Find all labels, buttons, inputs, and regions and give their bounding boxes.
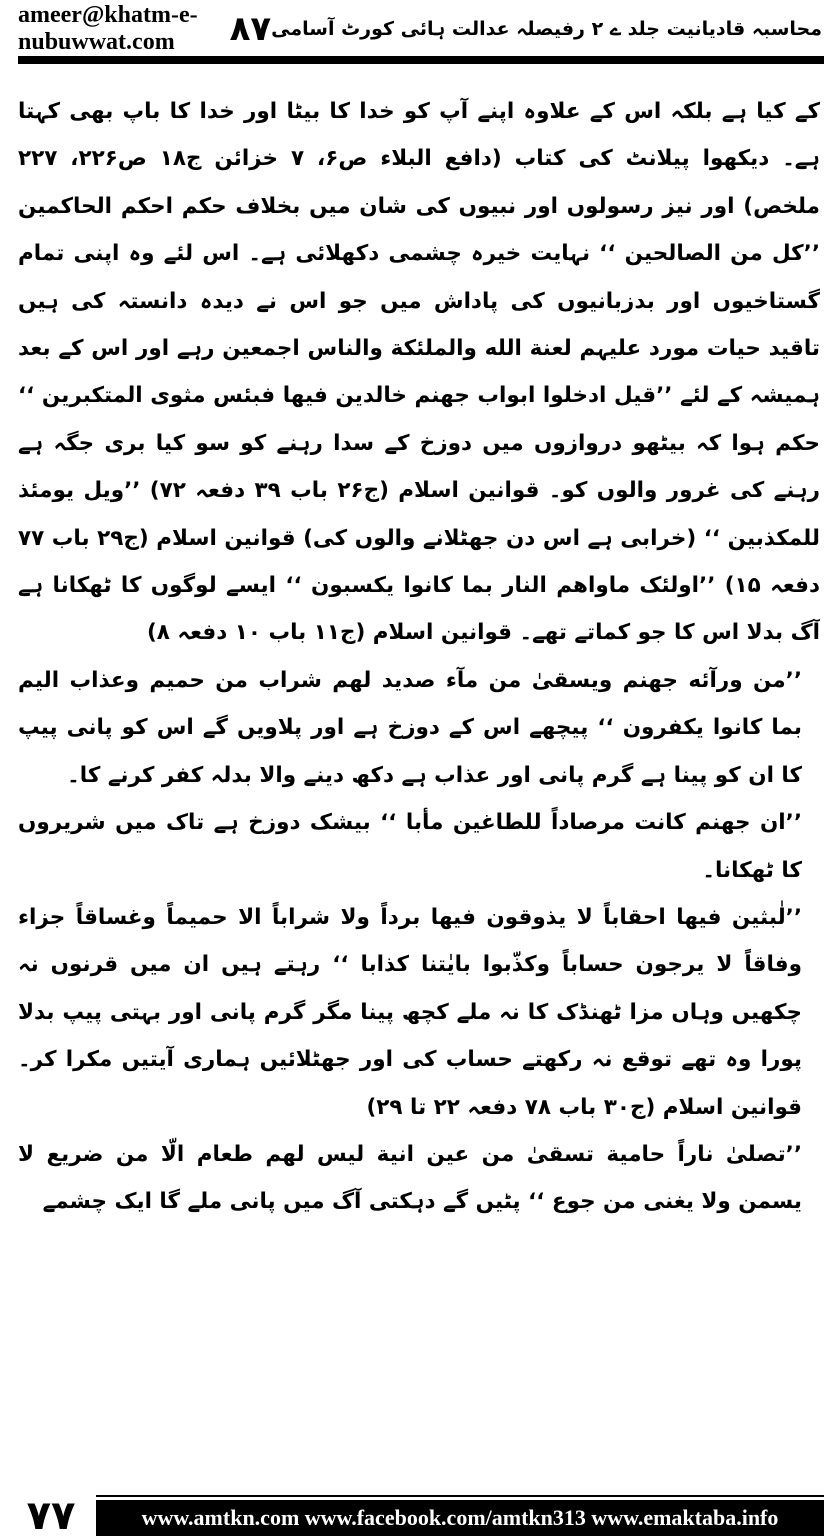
header-rule xyxy=(18,56,824,64)
header-email[interactable]: ameer@khatm-e-nubuwwat.com xyxy=(18,2,198,55)
footer-links[interactable]: www.amtkn.com www.facebook.com/amtkn313 www.emaktaba.info xyxy=(141,1505,779,1530)
footer-rule xyxy=(96,1495,824,1497)
paragraph-2: ’’من ورآئه جھنم ویسقیٰ من مآء صدید لھم شراب من حمیم وعذاب الیم بما کانوا یکفرون ‘‘ پیچھے اس کے دوزخ ہے اور پلاویں گے اس کو پانی پیپ کا ان کو پینا ہے گرم پانی اور عذاب ہے دکھ دینے والا بدلہ کفر کرنے کا۔ xyxy=(18,667,802,788)
header-left xyxy=(18,2,271,56)
footer-bar xyxy=(96,1500,824,1536)
paragraph-4: ’’لٰبثین فیھا احقاباً لا یذوقون فیھا برداً ولا شراباً الا حمیماً وغساقاً جزاء وفاقاً لا یرجون حساباً وکذّبوا بایٰتنا کذابا ‘‘ رہتے ہیں ان میں قرنوں نہ چکھیں وہاں مزا ٹھنڈک کا نہ ملے کچھ پینا مگر گرم پانی اور بہتی پیپ بدلا پورا وہ تھے توقع نہ رکھتے حساب کی اور جھٹلائیں ہماری آیتیں مکرا کر۔ قوانین اسلام (ج۳۰ باب ۷۸ دفعہ ۲۲ تا ۲۹) xyxy=(18,904,802,1120)
paragraph-1: کے کیا ہے بلکہ اس کے علاوہ اپنے آپ کو خدا کا بیٹا اور خدا کا باپ بھی کہتا ہے۔ دیکھوا پیلانٹ کی کتاب (دافع البلاء ص۶، ۷ خزائن ج۱۸ ص۲۲۶، ۲۲۷ ملخص) اور نیز رسولوں اور نبیوں کی شان میں بخلاف حکم احکم الحاکمین ’’کل من الصالحین ‘‘ نہایت خیرہ چشمی دکھلائی ہے۔ اس لئے وہ اپنی تمام گستاخیوں اور بدزبانیوں کی پاداش میں جو اس نے دیدہ دانستہ کی ہیں تاقید حیات مورد علیہم لعنة الله والملئکة والناس اجمعین رہے اور اس کے بعد ہمیشہ کے لئے ’’قیل ادخلوا ابواب جھنم خالدین فیھا فبئس مثوی المتکبرین ‘‘ حکم ہوا کہ بیٹھو دروازوں میں دوزخ کے سدا رہنے کو سو کیا بری جگہ ہے رہنے کی غرور والوں کو۔ قوانین اسلام (ج۲۶ باب ۳۹ دفعہ ۷۲) ’’ویل یومئذ للمکذبین ‘‘ (خرابی ہے اس دن جھٹلانے والوں کی) قوانین اسلام (ج۲۹ باب ۷۷ دفعہ ۱۵) ’’اولئک ماواھم النار بما کانوا یکسبون ‘‘ ایسے لوگوں کا ٹھکانا ہے آگ بدلا اس کا جو کماتے تھے۔ قوانین اسلام (ج۱۱ باب ۱۰ دفعہ ۸) xyxy=(18,99,820,646)
page-header xyxy=(18,2,822,55)
page-body xyxy=(18,88,820,1463)
footer-page-number: ۷۷ xyxy=(26,1493,76,1539)
header-page-number: ۸۷ xyxy=(229,9,272,49)
paragraph-5: ’’تصلیٰ ناراً حامیة تسقیٰ من عین انیة لیس لھم طعام الّا من ضریع لا یسمن ولا یغنی من جوع ‘‘ پٹیں گے دہکتی آگ میں پانی ملے گا ایک چشمے xyxy=(18,1141,802,1215)
header-book-title: محاسبہ قادیانیت جلد ے ۲ رفیصلہ عدالت ہائی کورٹ آسامی xyxy=(271,18,822,40)
paragraph-3: ’’ان جھنم کانت مرصاداً للطاغین مأبا ‘‘ بیشک دوزخ ہے تاک میں شریروں کا ٹھکانا۔ xyxy=(18,810,802,883)
